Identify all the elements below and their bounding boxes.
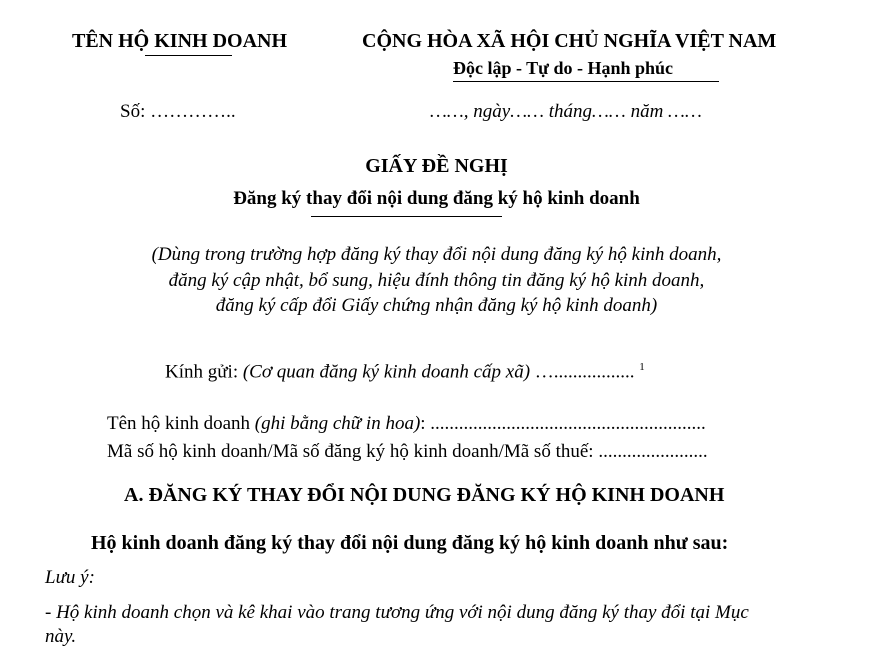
note-line-1: - Hộ kinh doanh chọn và kê khai vào trang tương ứng với nội dung đăng ký thay đổi tại Mục — [45, 602, 749, 623]
business-code-field: Mã số hộ kinh doanh/Mã số đăng ký hộ kinh doanh/Mã số thuế: ....................... — [107, 441, 708, 462]
document-subtitle: Đăng ký thay đổi nội dung đăng ký hộ kinh doanh — [233, 188, 640, 209]
business-name-dots: : .......................................................... — [420, 413, 706, 434]
business-name-field — [107, 413, 706, 435]
national-motto: Độc lập - Tự do - Hạnh phúc — [453, 58, 674, 78]
national-title: CỘNG HÒA XÃ HỘI CHỦ NGHĨA VIỆT NAM — [362, 30, 777, 52]
document-number: Số: ………….. — [120, 101, 236, 122]
usage-note-line-3: đăng ký cấp đổi Giấy chứng nhận đăng ký hộ kinh doanh) — [215, 295, 658, 316]
recipient-agency: (Cơ quan đăng ký kinh doanh cấp xã) — [242, 361, 531, 383]
document-date: ……, ngày…… tháng…… năm …… — [430, 101, 702, 122]
footnote-marker: 1 — [639, 361, 645, 373]
subtitle-underline — [311, 216, 502, 217]
note-line-2: này. — [45, 626, 77, 647]
usage-note-line-1: (Dùng trong trường hợp đăng ký thay đổi nội dung đăng ký hộ kinh doanh, — [151, 244, 722, 265]
recipient-line — [165, 361, 645, 383]
note-label: Lưu ý: — [45, 567, 95, 588]
business-name-label: Tên hộ kinh doanh — [107, 413, 255, 434]
header-left-underline — [145, 55, 232, 56]
section-a-lead: Hộ kinh doanh đăng ký thay đổi nội dung đăng ký hộ kinh doanh như sau: — [91, 532, 729, 554]
recipient-dots: …................. — [530, 361, 640, 383]
recipient-label: Kính gửi: — [165, 361, 243, 383]
document-title: GIẤY ĐỀ NGHỊ — [365, 155, 508, 177]
business-name-header: TÊN HỘ KINH DOANH — [72, 30, 288, 52]
motto-underline — [453, 81, 719, 82]
section-a-heading: A. ĐĂNG KÝ THAY ĐỔI NỘI DUNG ĐĂNG KÝ HỘ KINH DOANH — [124, 484, 725, 506]
business-name-hint: (ghi bằng chữ in hoa) — [254, 413, 421, 434]
usage-note-line-2: đăng ký cập nhật, bổ sung, hiệu đính thông tin đăng ký hộ kinh doanh, — [168, 270, 705, 291]
